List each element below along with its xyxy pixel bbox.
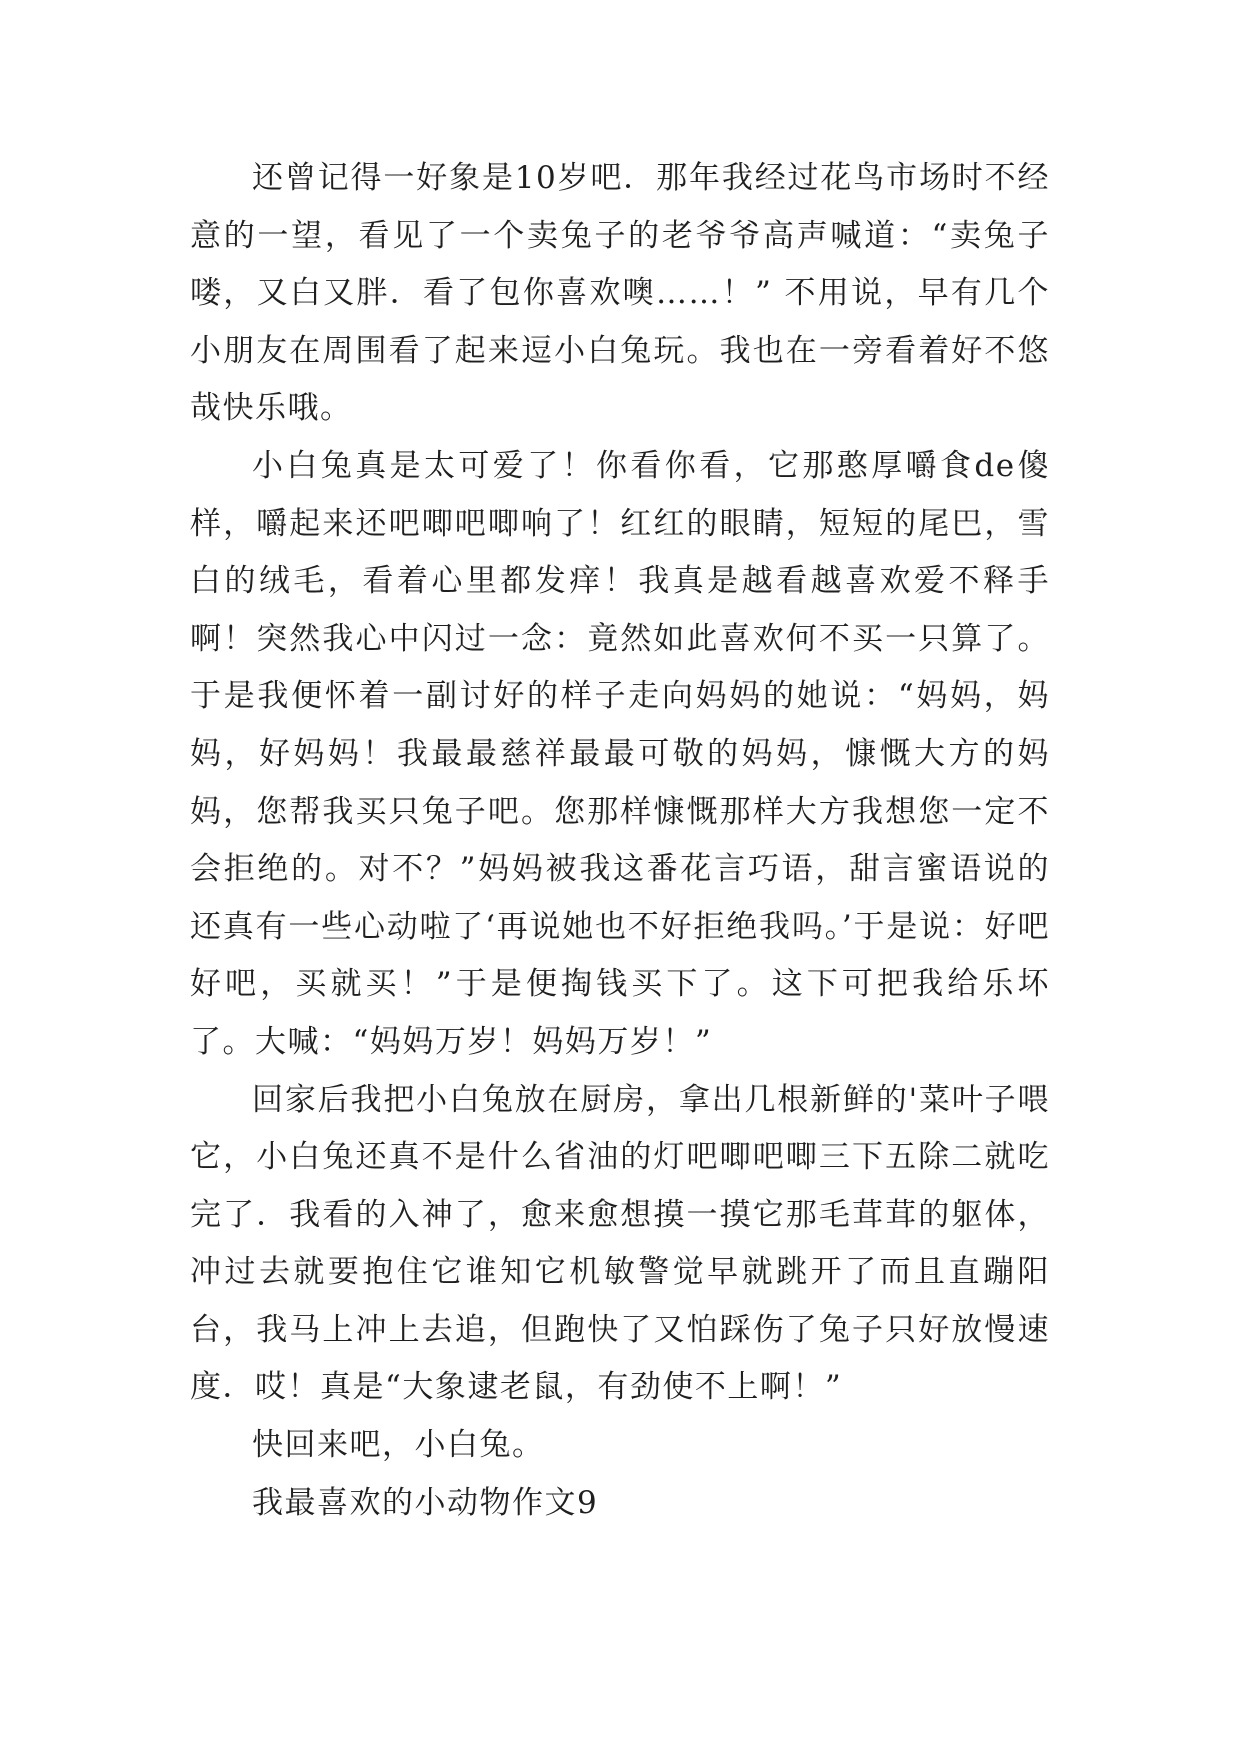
document-page — [190, 150, 1050, 1532]
paragraph-come-back: 快回来吧，小白兔。 — [252, 1427, 545, 1464]
paragraph-feeding-rabbit: 回家后我把小白兔放在厨房，拿出几根新鲜的'菜叶子喂它，小白兔还真不是什么省油的灯吧唧吧唧三下五除二就吃完了．我看的入神了，愈来愈想摸一摸它那毛茸茸的躯体，冲过去就要抱住它谁知它机敏警觉早就跳开了而且直蹦阳台，我马上冲上去追，但跑快了又怕踩伤了兔子只好放慢速度．哎！真是“大象逮老鼠，有劲使不上啊！” — [190, 1081, 1050, 1406]
paragraph-flower-market: 还曾记得一好象是10岁吧．那年我经过花鸟市场时不经意的一望，看见了一个卖兔子的老爷爷高声喊道：“卖兔子喽，又白又胖．看了包你喜欢噢……！” 不用说，早有几个小朋友在周围看了起来逗小白兔玩。我也在一旁看着好不悠哉快乐哦。 — [190, 160, 1050, 427]
paragraph-buying-rabbit: 小白兔真是太可爱了！你看你看，它那憨厚嚼食de傻样，嚼起来还吧唧吧唧响了！红红的眼睛，短短的尾巴，雪白的绒毛，看着心里都发痒！我真是越看越喜欢爱不释手啊！突然我心中闪过一念：竟然如此喜欢何不买一只算了。于是我便怀着一副讨好的样子走向妈妈的她说：“妈妈，妈妈，好妈妈！我最最慈祥最最可敬的妈妈，慷慨大方的妈妈，您帮我买只兔子吧。您那样慷慨那样大方我想您一定不会拒绝的。对不？”妈妈被我这番花言巧语，甜言蜜语说的还真有一些心动啦了‘再说她也不好拒绝我吗。’于是说：好吧好吧，买就买！”于是便掏钱买下了。这下可把我给乐坏了。大喊：“妈妈万岁！妈妈万岁！” — [190, 447, 1050, 1060]
essay-title-next: 我最喜欢的小动物作文9 — [252, 1484, 599, 1521]
